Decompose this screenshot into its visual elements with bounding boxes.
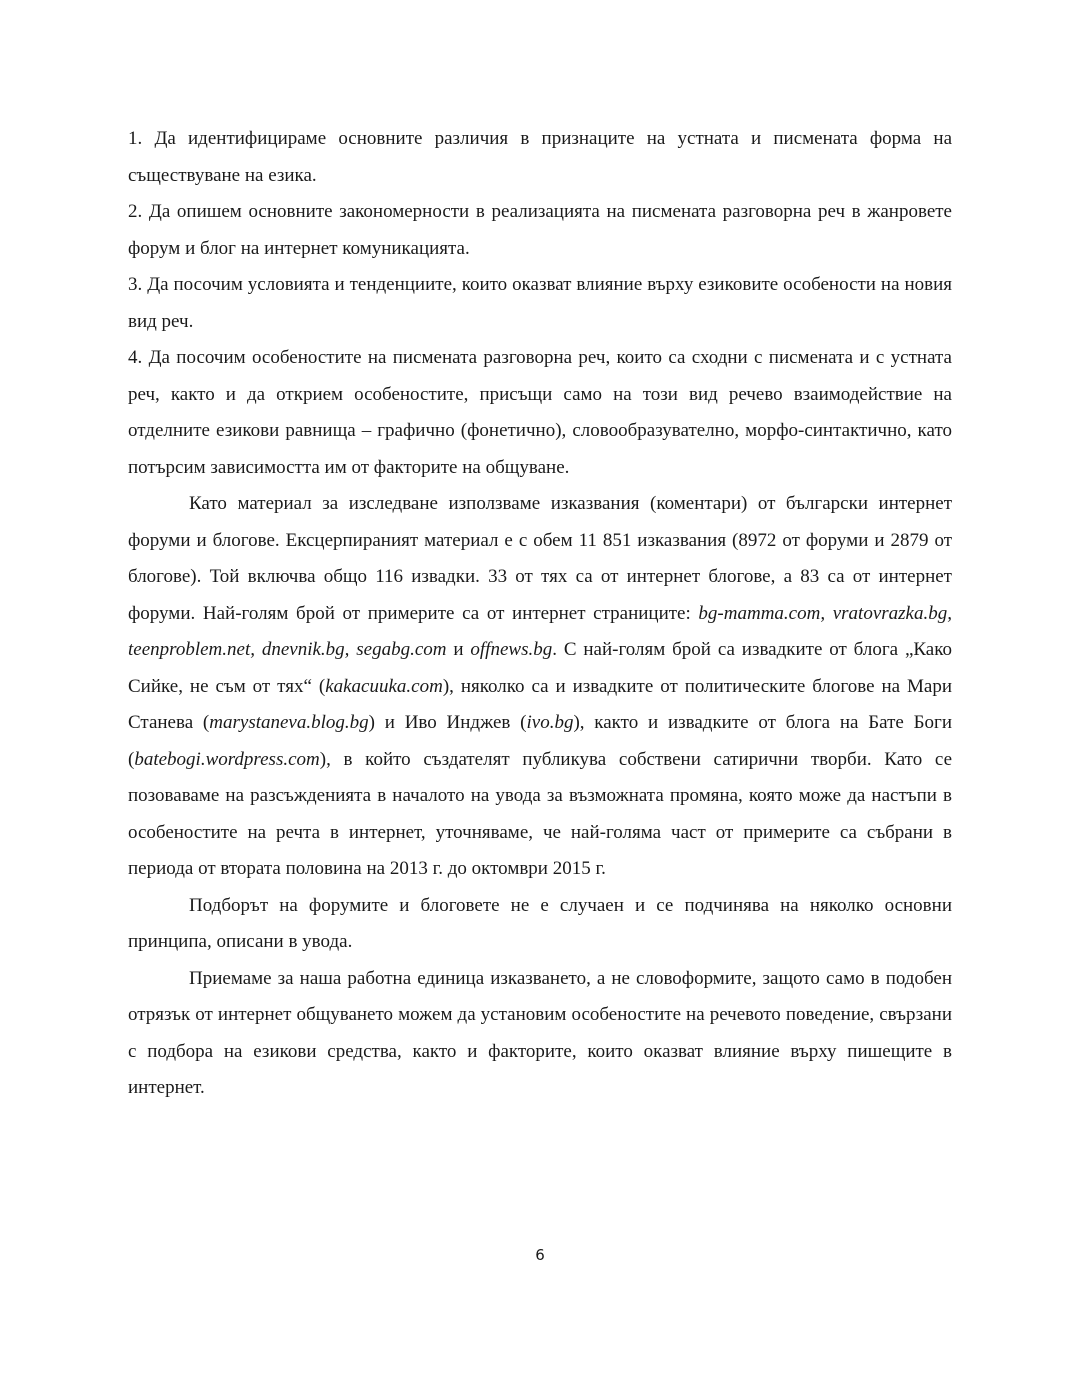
material-text: ) и Иво Инджев ( <box>368 712 527 733</box>
page-number: 6 <box>535 1246 545 1264</box>
site-name: ivo.bg <box>526 712 574 733</box>
task-item-4: 4. Да посочим особеностите на писмената разговорна реч, които са сходни с писмената и с устната реч, както и да открием особеностите, присъщи само на този вид речево взаимодействие на отделните езикови равнища – графично (фонетично), словообразувателно, морфо-синтактично, като потърсим зависимостта им от факторите на общуване. <box>128 347 952 478</box>
material-text: ), в който създателят публикува собствени сатирични творби. Като се позоваваме на разсъжденията в началото на увода за възможната промяна, която може да настъпи в особеностите на речта в интернет, уточняваме, че най-голяма част от примерите са събрани в периода от втората половина на 2013 г. до октомври 2015 г. <box>128 748 952 879</box>
material-text: ), както и извадките от блога на Бате Боги ( <box>128 712 952 770</box>
task-item-3: 3. Да посочим условията и тенденциите, които оказват влияние върху езиковите особености на новия вид реч. <box>128 274 952 332</box>
unit-paragraph: Приемаме за наша работна единица изказването, а не словоформите, защото само в подобен отрязък от интернет общуването можем да установим особеностите на речевото поведение, свързани с подбора на езикови средства, както и факторите, които оказват влияние върху пишещите в интернет. <box>128 967 952 1098</box>
material-text: . С най-голям брой са извадките от блога „Како Сийке, не съм от тях“ ( <box>128 639 952 697</box>
material-paragraph <box>128 486 952 888</box>
task-item-1: 1. Да идентифицираме основните различия в признаците на устната и писмената форма на съществуване на езика. <box>128 128 952 186</box>
selection-paragraph: Подборът на форумите и блоговете не е случаен и се подчинява на няколко основни принципа, описани в увода. <box>128 894 952 952</box>
task-item-2: 2. Да опишем основните закономерности в реализацията на писмената разговорна реч в жанровете форум и блог на интернет комуникацията. <box>128 201 952 259</box>
site-name: vratovrazka.bg, <box>832 602 952 624</box>
site-name: kakacuuka.com <box>325 675 443 697</box>
site-name: batebogi.wordpress.com <box>134 748 320 770</box>
material-text: Като материал за изследване използваме изказвания (коментари) от български интернет форуми и блогове. Ексцерпираният материал е с обем 11 851 изказвания (8972 от форуми и 2879 от блогове). Той включва общо 116 извадки. 33 от тях са от интернет блогове, а 83 са от интернет форуми. Най-голям брой от примерите са от интернет страниците: <box>128 493 952 624</box>
site-name: segabg.com <box>356 639 447 660</box>
document-body <box>128 121 952 1107</box>
site-name: offnews.bg <box>470 639 553 660</box>
material-text: и <box>446 639 471 660</box>
site-name: teenproblem.net, <box>128 639 255 660</box>
site-name: bg-mamma.com, <box>698 602 826 624</box>
site-name: marystaneva.blog.bg <box>209 712 369 733</box>
material-text: ), няколко са и извадките от политическите блогове на Мари Станева ( <box>128 675 953 733</box>
site-name: dnevnik.bg, <box>261 639 350 660</box>
